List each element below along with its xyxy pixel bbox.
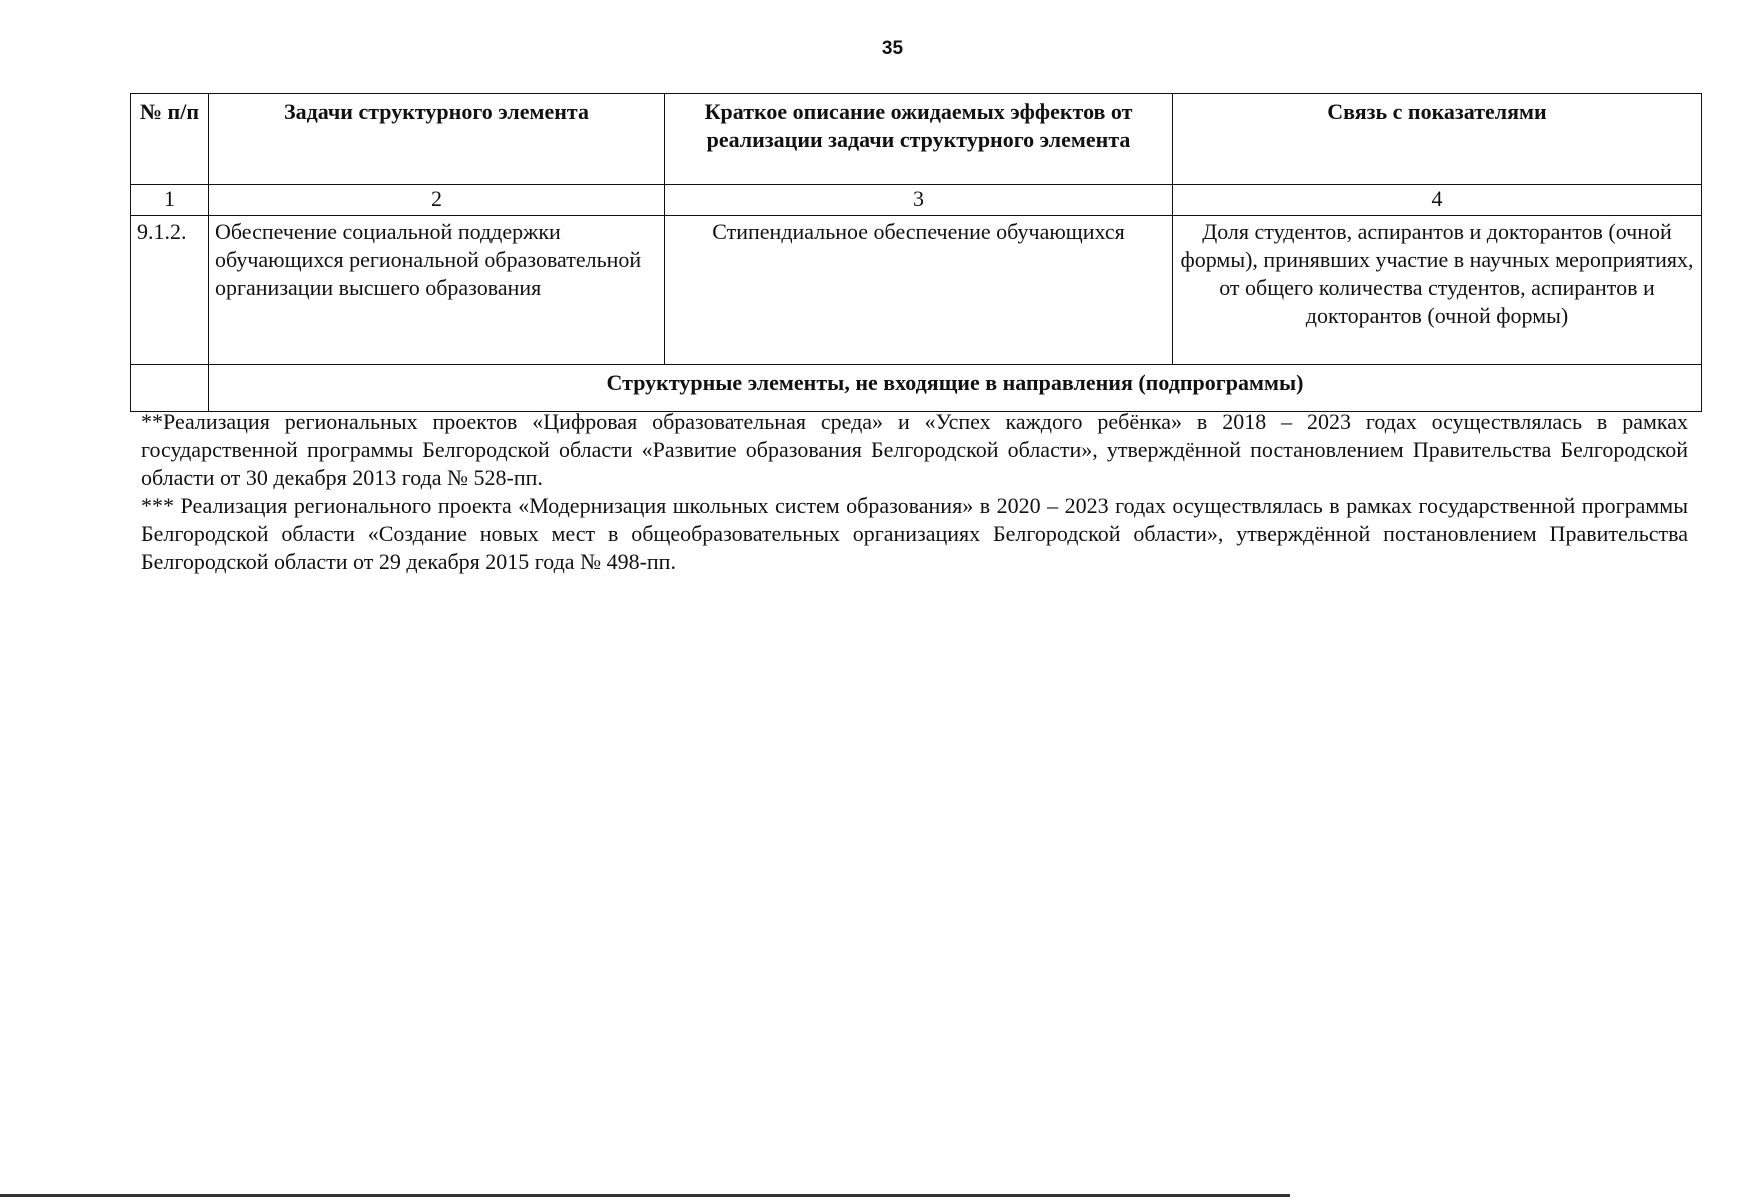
table-header-row bbox=[131, 94, 1702, 185]
header-effects: Краткое описание ожидаемых эффектов от реализации задачи структурного элемента bbox=[665, 94, 1173, 185]
table-row bbox=[131, 216, 1702, 365]
section-heading: Структурные элементы, не входящие в направления (подпрограммы) bbox=[209, 365, 1702, 412]
header-number: № п/п bbox=[131, 94, 209, 185]
bottom-divider bbox=[0, 1194, 1290, 1197]
column-number-row bbox=[131, 185, 1702, 216]
section-heading-row bbox=[131, 365, 1702, 412]
footnotes bbox=[141, 408, 1688, 576]
page-number: 35 bbox=[881, 38, 904, 59]
row-effect: Стипендиальное обеспечение обучающихся bbox=[665, 216, 1173, 365]
header-tasks: Задачи структурного элемента bbox=[209, 94, 665, 185]
footnote-double-asterisk: **Реализация региональных проектов «Цифровая образовательная среда» и «Успех каждого ребёнка» в 2018 – 2023 годах осуществлялась в рамках государственной программы Белгородской области «Развитие образования Белгородской области», утверждённой постановлением Правительства Белгородской области от 30 декабря 2013 года № 528-пп. bbox=[141, 409, 1688, 490]
column-number-3: 3 bbox=[665, 185, 1173, 216]
row-number: 9.1.2. bbox=[131, 216, 209, 365]
structural-elements-table bbox=[130, 93, 1702, 412]
section-empty-cell bbox=[131, 365, 209, 412]
footnote-triple-asterisk: *** Реализация регионального проекта «Модернизация школьных систем образования» в 2020 – 2023 годах осуществлялась в рамках государственной программы Белгородской области «Создание новых мест в общеобразовательных организациях Белгородской области», утверждённой постановлением Правительства Белгородской области от 29 декабря 2015 года № 498-пп. bbox=[141, 493, 1688, 574]
column-number-2: 2 bbox=[209, 185, 665, 216]
row-task: Обеспечение социальной поддержки обучающихся региональной образовательной организации высшего образования bbox=[209, 216, 665, 365]
row-indicator: Доля студентов, аспирантов и докторантов (очной формы), принявших участие в научных мероприятиях, от общего количества студентов, аспирантов и докторантов (очной формы) bbox=[1173, 216, 1702, 365]
column-number-1: 1 bbox=[131, 185, 209, 216]
header-indicators: Связь с показателями bbox=[1173, 94, 1702, 185]
column-number-4: 4 bbox=[1173, 185, 1702, 216]
